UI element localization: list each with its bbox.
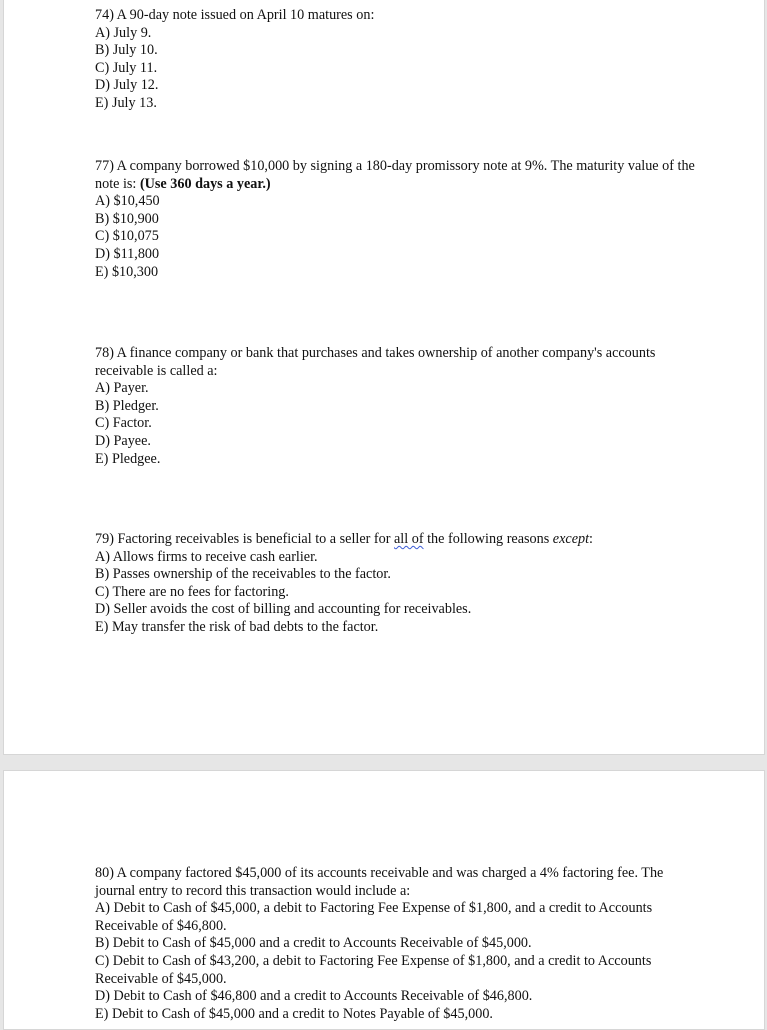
- question-77-option-a: A) $10,450: [95, 193, 160, 210]
- grammar-flag[interactable]: all of: [394, 531, 424, 547]
- question-77-option-c: C) $10,075: [95, 228, 159, 245]
- question-74-stem: 74) A 90-day note issued on April 10 matures on:: [95, 7, 375, 23]
- question-74-option-a: A) July 9.: [95, 24, 152, 41]
- question-77-option-e: E) $10,300: [95, 263, 159, 280]
- question-79-stem: [95, 531, 695, 549]
- question-77-stem-text: 77) A company borrowed $10,000 by signing a 180-day promissory note at 9%. The maturity value of the note is:: [95, 158, 695, 192]
- question-79-stem-middle: the following reasons: [427, 531, 550, 547]
- question-80-stem: 80) A company factored $45,000 of its accounts receivable and was charged a 4% factoring fee. The journal entry to record this transaction would include a:: [95, 865, 664, 899]
- question-79-option-a: A) Allows firms to receive cash earlier.: [95, 548, 318, 565]
- question-77-option-b: B) $10,900: [95, 210, 159, 227]
- question-80-option-e: E) Debit to Cash of $45,000 and a credit to Notes Payable of $45,000.: [95, 1005, 493, 1022]
- question-78-stem: 78) A finance company or bank that purchases and takes ownership of another company's accounts receivable is called a:: [95, 345, 656, 379]
- question-77-option-d: D) $11,800: [95, 245, 160, 262]
- question-78-option-b: B) Pledger.: [95, 397, 159, 414]
- question-77: [95, 158, 695, 281]
- question-78-option-c: C) Factor.: [95, 415, 152, 432]
- question-79-option-c: C) There are no fees for factoring.: [95, 583, 289, 600]
- question-74-option-b: B) July 10.: [95, 42, 158, 59]
- question-80-option-b: B) Debit to Cash of $45,000 and a credit to Accounts Receivable of $45,000.: [95, 935, 532, 952]
- question-79-option-b: B) Passes ownership of the receivables to the factor.: [95, 566, 391, 583]
- question-78-option-a: A) Payer.: [95, 380, 149, 397]
- question-74: [95, 7, 695, 113]
- question-77-stem: [95, 158, 695, 193]
- question-79-option-e: E) May transfer the risk of bad debts to the factor.: [95, 618, 379, 635]
- question-78-option-e: E) Pledgee.: [95, 450, 161, 467]
- question-80-option-d: D) Debit to Cash of $46,800 and a credit to Accounts Receivable of $46,800.: [95, 988, 533, 1005]
- question-79-stem-start: 79) Factoring receivables is beneficial to a seller for: [95, 531, 391, 547]
- document-page-2: [3, 770, 765, 1030]
- question-77-stem-bold: (Use 360 days a year.): [139, 175, 271, 192]
- question-79: [95, 531, 695, 637]
- question-74-option-d: D) July 12.: [95, 77, 159, 94]
- document-page-1: [3, 0, 765, 755]
- question-79-option-d: D) Seller avoids the cost of billing and accounting for receivables.: [95, 601, 472, 618]
- question-80: [95, 865, 695, 1023]
- question-74-option-c: C) July 11.: [95, 59, 158, 76]
- question-79-stem-end: :: [589, 531, 593, 547]
- question-80-option-c: C) Debit to Cash of $43,200, a debit to Factoring Fee Expense of $1,800, and a credit to Accounts Receivable of $45,000.: [95, 952, 652, 987]
- question-80-option-a: A) Debit to Cash of $45,000, a debit to Factoring Fee Expense of $1,800, and a credit to Accounts Receivable of $46,800.: [95, 900, 653, 934]
- question-74-option-e: E) July 13.: [95, 94, 157, 111]
- question-79-stem-italic: except: [552, 531, 590, 547]
- question-78-option-d: D) Payee.: [95, 432, 151, 449]
- question-78: [95, 345, 695, 468]
